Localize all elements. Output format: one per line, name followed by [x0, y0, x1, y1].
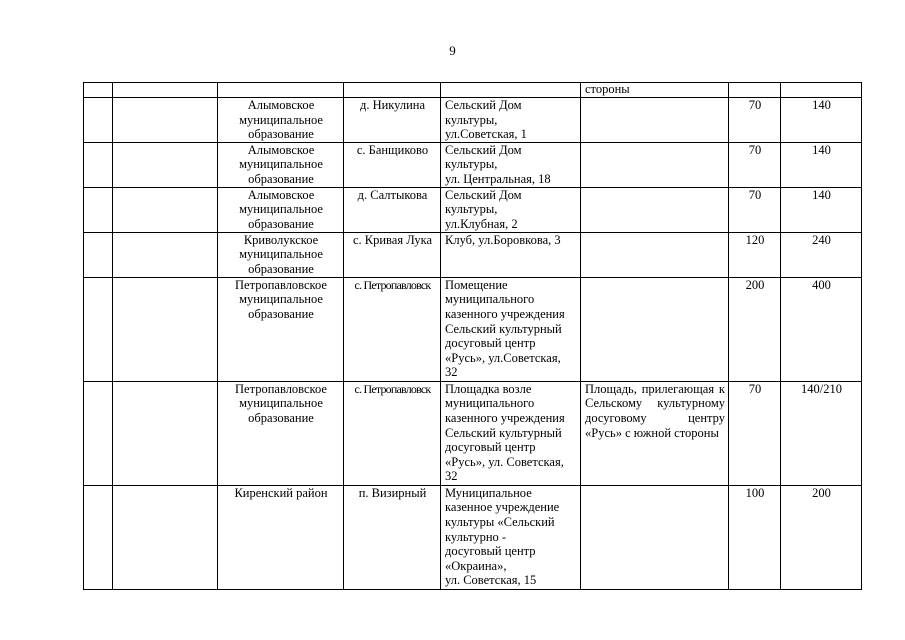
- table-cell-total: 240: [781, 232, 862, 277]
- table-cell-venue: Помещение муниципального казенного учреждения Сельский культурный досуговый центр «Русь», ул.Советская, 32: [441, 277, 581, 381]
- table-row: [84, 485, 862, 589]
- table-cell-venue: Муниципальное казенное учреждение культуры «Сельский культурно - досуговый центр «Окраина», ул. Советская, 15: [441, 485, 581, 589]
- table-cell-settlement: с. Банщиково: [344, 142, 441, 187]
- table-cell-total: 200: [781, 485, 862, 589]
- table-cell-index: [84, 83, 113, 98]
- table-row: [84, 83, 862, 98]
- table-cell-capacity: [729, 83, 781, 98]
- table-cell-index: [84, 277, 113, 381]
- table-cell-capacity: 70: [729, 187, 781, 232]
- table-cell-blank: [113, 277, 218, 381]
- table-cell-settlement: с. Петропавловск: [344, 381, 441, 485]
- table-cell-index: [84, 485, 113, 589]
- table-cell-capacity: 70: [729, 142, 781, 187]
- table-cell-venue: Сельский Дом культуры, ул.Советская, 1: [441, 98, 581, 143]
- table-cell-index: [84, 142, 113, 187]
- table-cell-adjacent-area: Площадь, прилегающая к Сельскому культурному досуговому центру «Русь» с южной стороны: [581, 381, 729, 485]
- table-cell-capacity: 120: [729, 232, 781, 277]
- table-cell-venue: Сельский Дом культуры, ул.Клубная, 2: [441, 187, 581, 232]
- table-cell-settlement: д. Салтыкова: [344, 187, 441, 232]
- table-cell-municipality: Алымовское муниципальное образование: [218, 187, 344, 232]
- table-cell-venue: Клуб, ул.Боровкова, 3: [441, 232, 581, 277]
- table-cell-municipality: Криволукское муниципальное образование: [218, 232, 344, 277]
- table-cell-adjacent-area: [581, 277, 729, 381]
- table-cell-adjacent-area: [581, 187, 729, 232]
- table-cell-adjacent-area: [581, 232, 729, 277]
- table-cell-total: 140: [781, 187, 862, 232]
- table-row: [84, 232, 862, 277]
- venues-table: [83, 82, 862, 590]
- table-cell-capacity: 100: [729, 485, 781, 589]
- table-cell-blank: [113, 142, 218, 187]
- table-row: [84, 98, 862, 143]
- table-row: [84, 277, 862, 381]
- table-cell-municipality: Алымовское муниципальное образование: [218, 142, 344, 187]
- table-cell-capacity: 70: [729, 98, 781, 143]
- table-cell-blank: [113, 83, 218, 98]
- table-cell-settlement: с. Кривая Лука: [344, 232, 441, 277]
- table-cell-blank: [113, 98, 218, 143]
- table-cell-venue: Сельский Дом культуры, ул. Центральная, 18: [441, 142, 581, 187]
- table-cell-total: 140: [781, 142, 862, 187]
- table-cell-settlement: д. Никулина: [344, 98, 441, 143]
- page-number: 9: [449, 43, 456, 58]
- table-cell-index: [84, 381, 113, 485]
- table-cell-index: [84, 187, 113, 232]
- table-cell-blank: [113, 485, 218, 589]
- table-cell-municipality: Киренский район: [218, 485, 344, 589]
- table-cell-total: 400: [781, 277, 862, 381]
- table-row: [84, 381, 862, 485]
- table-row: [84, 187, 862, 232]
- table-cell-settlement: п. Визирный: [344, 485, 441, 589]
- table-cell-venue: Площадка возле муниципального казенного учреждения Сельский культурный досуговый центр «Русь», ул. Советская, 32: [441, 381, 581, 485]
- table-cell-adjacent-area: [581, 142, 729, 187]
- table-cell-adjacent-area: [581, 98, 729, 143]
- table-cell-venue: [441, 83, 581, 98]
- table-cell-blank: [113, 381, 218, 485]
- table-cell-adjacent-area: [581, 485, 729, 589]
- table-cell-blank: [113, 232, 218, 277]
- table-cell-municipality: Петропавловское муниципальное образование: [218, 277, 344, 381]
- table-cell-settlement: с. Петропавловск: [344, 277, 441, 381]
- table-cell-municipality: [218, 83, 344, 98]
- table-cell-municipality: Алымовское муниципальное образование: [218, 98, 344, 143]
- table-cell-index: [84, 232, 113, 277]
- table-cell-adjacent-area: стороны: [581, 83, 729, 98]
- table-cell-total: [781, 83, 862, 98]
- table-cell-index: [84, 98, 113, 143]
- table-cell-capacity: 200: [729, 277, 781, 381]
- table-cell-total: 140: [781, 98, 862, 143]
- table-row: [84, 142, 862, 187]
- table-cell-total: 140/210: [781, 381, 862, 485]
- table-cell-blank: [113, 187, 218, 232]
- table-cell-capacity: 70: [729, 381, 781, 485]
- table-cell-settlement: [344, 83, 441, 98]
- table-cell-municipality: Петропавловское муниципальное образование: [218, 381, 344, 485]
